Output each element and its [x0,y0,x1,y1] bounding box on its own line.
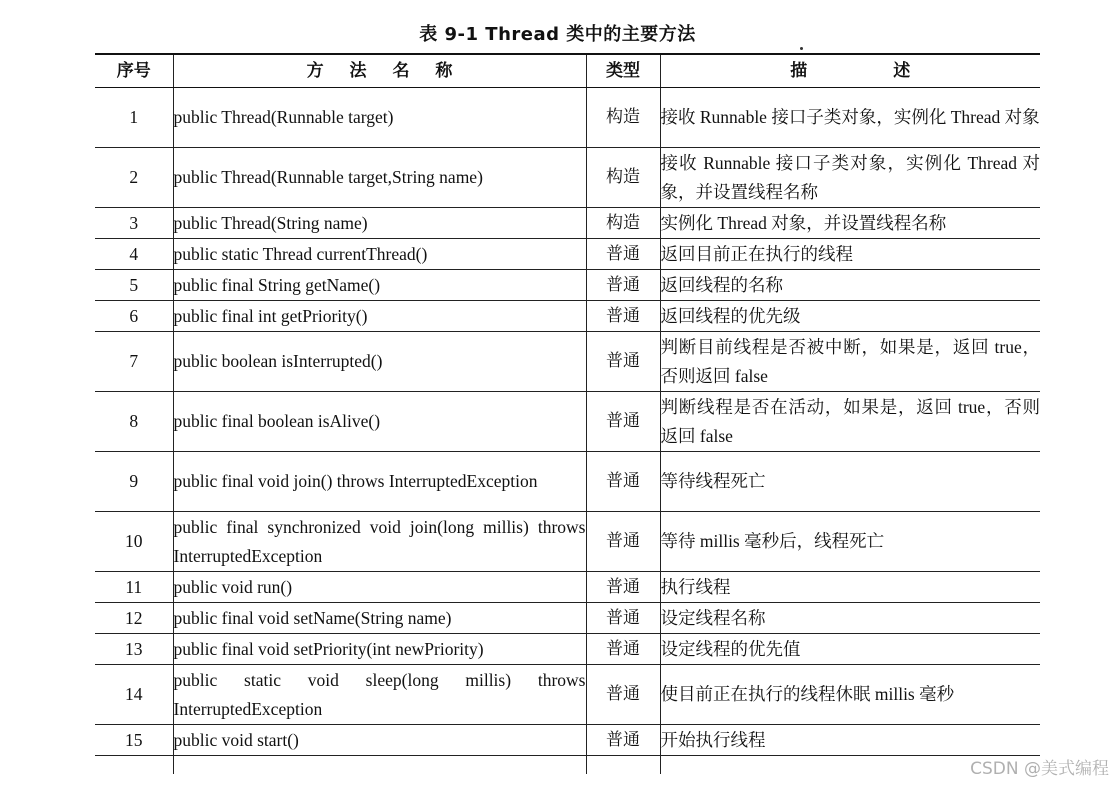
header-type: 类型 [586,54,660,88]
row-type: 普通 [586,603,660,634]
row-method: public static Thread currentThread() [173,239,586,270]
row-description: 实例化 Thread 对象，并设置线程名称 [660,208,1040,239]
row-method: public final boolean isAlive() [173,392,586,452]
table-row [95,239,1040,270]
row-index: 2 [95,148,173,208]
row-type: 普通 [586,572,660,603]
row-index: 10 [95,512,173,572]
row-index: 3 [95,208,173,239]
table-row [95,332,1040,392]
table-header-row [95,54,1040,88]
row-type: 构造 [586,208,660,239]
row-description: 等待线程死亡 [660,452,1040,512]
row-description: 返回线程的优先级 [660,301,1040,332]
row-method: public Thread(String name) [173,208,586,239]
row-method: public Thread(Runnable target,String name) [173,148,586,208]
row-description: 等待 millis 毫秒后，线程死亡 [660,512,1040,572]
table-row [95,725,1040,756]
row-type: 构造 [586,88,660,148]
row-index: 1 [95,88,173,148]
table-row [95,634,1040,665]
row-description: 使目前正在执行的线程休眠 millis 毫秒 [660,665,1040,725]
row-type: 普通 [586,452,660,512]
table-row [95,301,1040,332]
table-caption: 表 9-1 Thread 类中的主要方法 [419,24,696,45]
row-method: public final synchronized void join(long millis) throws InterruptedException [173,512,586,572]
watermark: CSDN @美式编程 [970,759,1109,779]
row-index: 7 [95,332,173,392]
row-description: 接收 Runnable 接口子类对象，实例化 Thread 对象 [660,88,1040,148]
header-description: 描 述 [660,54,1040,88]
table-row [95,603,1040,634]
row-type: 普通 [586,239,660,270]
table-row-cut-off [95,756,1040,775]
row-index: 14 [95,665,173,725]
row-method: public static void sleep(long millis) throws InterruptedException [173,665,586,725]
row-index: 6 [95,301,173,332]
header-index: 序号 [95,54,173,88]
table-row [95,88,1040,148]
row-index: 9 [95,452,173,512]
row-type: 普通 [586,270,660,301]
row-type: 普通 [586,634,660,665]
row-method: public final int getPriority() [173,301,586,332]
row-method: public boolean isInterrupted() [173,332,586,392]
row-method: public Thread(Runnable target) [173,88,586,148]
row-type: 普通 [586,301,660,332]
row-method: public final void join() throws InterruptedException [173,452,586,512]
table-row [95,392,1040,452]
row-description: 设定线程名称 [660,603,1040,634]
row-method: public final void setName(String name) [173,603,586,634]
row-description: 接收 Runnable 接口子类对象，实例化 Thread 对象，并设置线程名称 [660,148,1040,208]
row-index: 15 [95,725,173,756]
scan-speck [800,47,803,50]
table-row [95,270,1040,301]
row-type: 普通 [586,725,660,756]
table-row [95,572,1040,603]
row-description: 返回目前正在执行的线程 [660,239,1040,270]
row-index: 13 [95,634,173,665]
table-row [95,148,1040,208]
row-index: 5 [95,270,173,301]
row-index: 4 [95,239,173,270]
row-type: 构造 [586,148,660,208]
row-index: 8 [95,392,173,452]
row-type: 普通 [586,332,660,392]
row-index: 11 [95,572,173,603]
table-row [95,452,1040,512]
row-description: 执行线程 [660,572,1040,603]
row-description: 判断线程是否在活动，如果是，返回 true，否则返回 false [660,392,1040,452]
header-method: 方 法 名 称 [173,54,586,88]
row-description: 设定线程的优先值 [660,634,1040,665]
table-row [95,208,1040,239]
row-method: public void run() [173,572,586,603]
row-type: 普通 [586,512,660,572]
row-index: 12 [95,603,173,634]
row-description: 开始执行线程 [660,725,1040,756]
thread-methods-table [95,53,1040,774]
row-method: public final void setPriority(int newPriority) [173,634,586,665]
table-row [95,665,1040,725]
row-description: 返回线程的名称 [660,270,1040,301]
row-method: public void start() [173,725,586,756]
row-method: public final String getName() [173,270,586,301]
table-row [95,512,1040,572]
row-type: 普通 [586,665,660,725]
row-type: 普通 [586,392,660,452]
row-description: 判断目前线程是否被中断，如果是，返回 true，否则返回 false [660,332,1040,392]
